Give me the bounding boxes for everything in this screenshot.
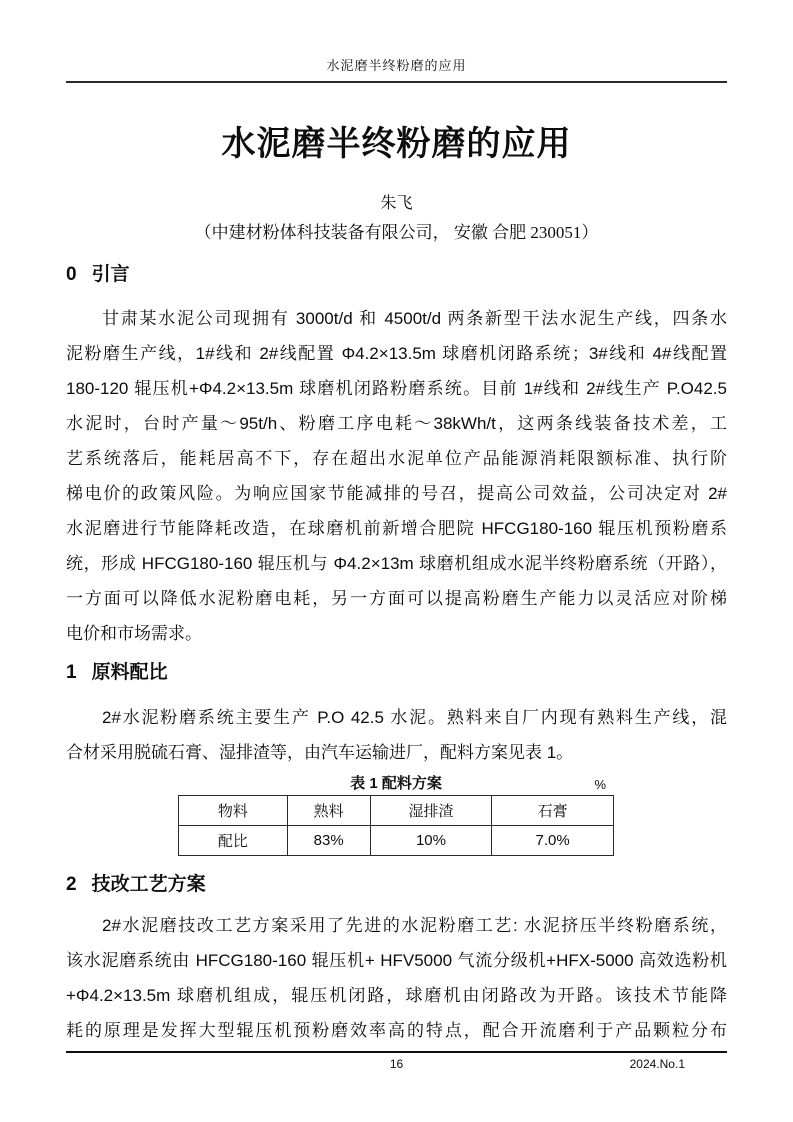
- section-title: 引言: [91, 264, 130, 285]
- table-1: [178, 795, 614, 856]
- paragraph-line: 该水泥磨系统由 HFCG180-160 辊压机+ HFV5000 气流分级机+HFX-5000 高效选粉机: [66, 951, 727, 970]
- table-row-values: [179, 826, 614, 856]
- section-title: 技改工艺方案: [91, 874, 206, 895]
- table-cell: 10%: [370, 826, 492, 856]
- paragraph-line: 甘肃某水泥公司现拥有 3000t/d 和 4500t/d 两条新型干法水泥生产线，四条水: [102, 309, 727, 328]
- article-title: 水泥磨半终粉磨的应用: [221, 125, 572, 163]
- section-heading-process: [66, 872, 727, 898]
- table-header-cell: 石膏: [492, 796, 614, 826]
- paragraph-line: 统，形成 HFCG180-160 辊压机与 Φ4.2×13m 球磨机组成水泥半终粉磨系统（开路），: [66, 554, 727, 573]
- table-cell: 7.0%: [492, 826, 614, 856]
- paragraph-line: 艺系统落后，能耗居高不下，存在超出水泥单位产品能源消耗限额标准、执行阶: [66, 449, 727, 468]
- table-1-caption: 表 1 配料方案: [350, 775, 442, 792]
- section-title: 原料配比: [91, 662, 168, 683]
- article-author: 朱飞: [380, 195, 413, 212]
- paragraph-line: 180-120 辊压机+Φ4.2×13.5m 球磨机闭路粉磨系统。目前 1#线和 2#线生产 P.O42.5: [66, 379, 727, 398]
- table-1-unit-label: %: [594, 777, 606, 792]
- footer-row: [66, 1056, 727, 1074]
- page-number: 16: [389, 1057, 404, 1071]
- table-cell: 83%: [287, 826, 370, 856]
- section-number: 2: [66, 874, 77, 895]
- table-cell: 配比: [179, 826, 288, 856]
- paragraph-line: 梯电价的政策风险。为响应国家节能减排的号召，提高公司效益，公司决定对 2#: [66, 484, 727, 503]
- paragraph-line: +Φ4.2×13.5m 球磨机组成，辊压机闭路，球磨机由闭路改为开路。该技术节能降: [66, 986, 727, 1005]
- paragraph-line: 水泥磨进行节能降耗改造，在球磨机前新增合肥院 HFCG180-160 辊压机预粉磨系: [66, 519, 727, 538]
- paragraph-line: 电价和市场需求。: [66, 624, 202, 643]
- article-affiliation: （中建材粉体科技装备有限公司， 安徽 合肥 230051）: [194, 223, 599, 242]
- paragraph-line: 2#水泥粉磨系统主要生产 P.O 42.5 水泥。熟料来自厂内现有熟料生产线，混: [102, 708, 727, 727]
- table-row-header: [179, 796, 614, 826]
- intro-paragraph: [66, 301, 727, 651]
- header-rule: [66, 81, 727, 83]
- materials-paragraph: [66, 700, 727, 770]
- paragraph-line: 合材采用脱硫石膏、湿排渣等，由汽车运输进厂，配料方案见表 1。: [66, 743, 574, 762]
- issue-label: 2024.No.1: [629, 1057, 685, 1071]
- process-paragraph: [66, 908, 727, 1048]
- paragraph-line: 一方面可以降低水泥粉磨电耗，另一方面可以提高粉磨生产能力以灵活应对阶梯: [66, 589, 727, 608]
- table-1-caption-row: [178, 773, 614, 795]
- paragraph-line: 泥粉磨生产线，1#线和 2#线配置 Φ4.2×13.5m 球磨机闭路系统；3#线和 4#线配置: [66, 344, 727, 363]
- table-header-cell: 湿排渣: [370, 796, 492, 826]
- section-number: 0: [66, 264, 77, 285]
- paragraph-line: 耗的原理是发挥大型辊压机预粉磨效率高的特点，配合开流磨利于产品颗粒分布: [66, 1021, 727, 1040]
- section-heading-materials: [66, 660, 727, 686]
- section-heading-intro: [66, 262, 727, 288]
- running-header-title: 水泥磨半终粉磨的应用: [326, 58, 467, 73]
- table-1-block: [178, 773, 614, 856]
- section-number: 1: [66, 662, 77, 683]
- table-header-cell: 熟料: [287, 796, 370, 826]
- paragraph-line: 2#水泥磨技改工艺方案采用了先进的水泥粉磨工艺: 水泥挤压半终粉磨系统，: [102, 916, 727, 935]
- page-content: [66, 0, 727, 1048]
- table-header-cell: 物料: [179, 796, 288, 826]
- paragraph-line: 水泥时，台时产量～95t/h、粉磨工序电耗～38kWh/t，这两条线装备技术差，工: [66, 414, 727, 433]
- page-footer: [66, 1051, 727, 1074]
